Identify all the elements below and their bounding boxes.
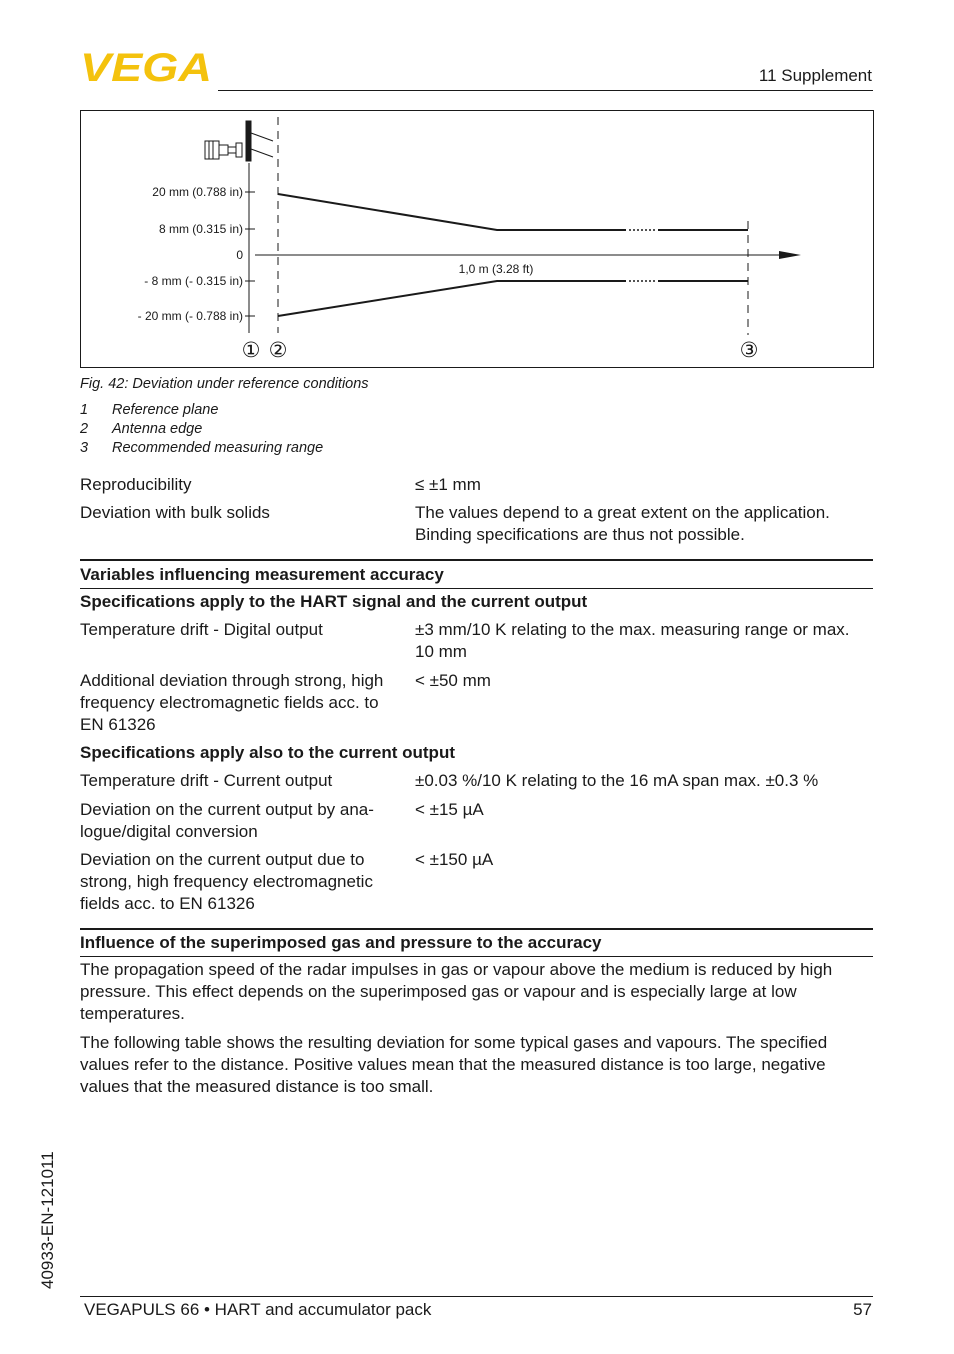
footer-rule [80,1296,873,1297]
vega-logo [80,50,214,84]
section-rule [80,559,873,561]
gas-paragraph-1: The propagation speed of the radar impulses in gas or vapour above the medium is reduced by high pressure. This effect depends on the superimposed gas or vapour and is especially large at low temperatures. [80,960,833,1023]
deviation-diagram [81,111,873,367]
subhead-current: Specifications apply also to the current output [80,743,455,762]
spec-label: Deviation with bulk solids [80,503,270,522]
spec-value: ±3 mm/10 K relating to the max. measuring range or max. 10 mm [415,620,850,661]
section-rule [80,956,873,957]
distance-label: 1,0 m (3.28 ft) [458,262,534,276]
spec-label: Additional deviation through strong, high frequency electromagnetic fields acc. to EN 61326 [80,671,384,734]
gas-paragraph-2: The following table shows the resulting deviation for some typical gases and vapours. The specified values refer to the distance. Positive values mean that the measured distance is too large, negative values that the measured distance is too small. [80,1033,828,1096]
tick-marks [245,192,255,316]
marker-2: ② [268,338,288,362]
subhead-hart: Specifications apply to the HART signal and the current output [80,592,588,611]
axis-arrow-icon [779,251,801,259]
spec-value: ±0.03 %/10 K relating to the 16 mA span max. ±0.3 % [415,771,819,790]
tick-label-m20: - 20 mm (- 0.788 in) [137,309,243,323]
spec-value: < ±150 µA [415,850,494,869]
page-number: 57 [853,1300,872,1319]
spec-value: < ±50 mm [415,671,491,690]
spec-value: The values depend to a great extent on the application. Binding specifications are thus not possible. [415,503,830,544]
spec-label: Deviation on the current output due to strong, high frequency electromagnetic fields acc. to EN 61326 [80,850,373,913]
header-rule [218,90,873,91]
upper-deviation-line [278,194,626,230]
spec-value: < ±15 µA [415,800,484,819]
legend-item: 3 Recommended measuring range [80,440,324,456]
tick-label-p20: 20 mm (0.788 in) [152,185,243,199]
section-title-accuracy: Variables influencing measurement accuracy [80,565,444,584]
tick-label-zero: 0 [236,248,243,262]
spec-label: Temperature drift - Digital output [80,620,323,639]
section-rule [80,928,873,930]
figure-caption: Fig. 42: Deviation under reference conditions [80,376,369,392]
antenna-icon [205,121,273,161]
footer-product: VEGAPULS 66 • HART and accumulator pack [84,1300,432,1319]
marker-1: ① [241,338,261,362]
lower-deviation-line [278,281,626,316]
legend-item: 1 Reference plane [80,402,219,418]
document-id: 40933-EN-121011 [38,1151,57,1289]
spec-value: ≤ ±1 mm [415,475,481,494]
section-rule [80,588,873,589]
deviation-figure [80,110,874,368]
svg-text:VEGA: VEGA [80,50,212,84]
spec-label: Deviation on the current output by ana-logue/digital conversion [80,800,374,841]
spec-label: Reproducibility [80,475,192,494]
tick-label-p8: 8 mm (0.315 in) [158,222,243,236]
legend-item: 2 Antenna edge [80,421,203,437]
tick-label-m8: - 8 mm (- 0.315 in) [144,274,243,288]
marker-3: ③ [739,338,759,362]
spec-label: Temperature drift - Current output [80,771,333,790]
section-label: 11 Supplement [758,66,872,85]
section-title-gas: Influence of the superimposed gas and pressure to the accuracy [80,933,602,952]
